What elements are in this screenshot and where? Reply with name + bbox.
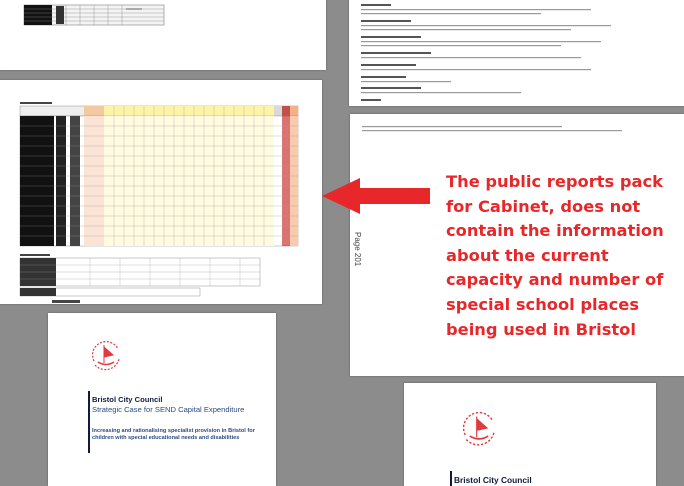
page-number-label: Page 201 — [353, 232, 362, 267]
bristol-city-council-logo — [456, 405, 502, 451]
cover-page-right — [404, 383, 656, 486]
cover-council-name: Bristol City Council — [92, 395, 163, 404]
annotation-text: The public reports pack for Cabinet, does not contain the information about the current capacity and number of special school places being used in Bristol — [446, 172, 664, 339]
spreadsheet-table — [0, 80, 322, 304]
document-page-spreadsheet — [0, 80, 322, 304]
cover-accent-bar — [450, 471, 452, 486]
cover-document-title: Strategic Case for SEND Capital Expenditure — [92, 405, 245, 414]
cover-accent-bar — [88, 391, 90, 453]
arrow-left-icon — [322, 176, 432, 216]
text-preview — [350, 114, 684, 144]
spreadsheet-preview — [0, 0, 326, 70]
cover-page-left — [48, 313, 276, 486]
document-page-top-left — [0, 0, 326, 70]
document-page-top-right — [349, 0, 684, 106]
cover-council-name: Bristol City Council — [454, 475, 532, 485]
cover-document-subtitle: Increasing and rationalising specialist provision in Bristol for children with special educational needs and disabilities — [92, 428, 255, 441]
text-preview — [349, 0, 684, 106]
bristol-city-council-logo — [86, 335, 126, 375]
